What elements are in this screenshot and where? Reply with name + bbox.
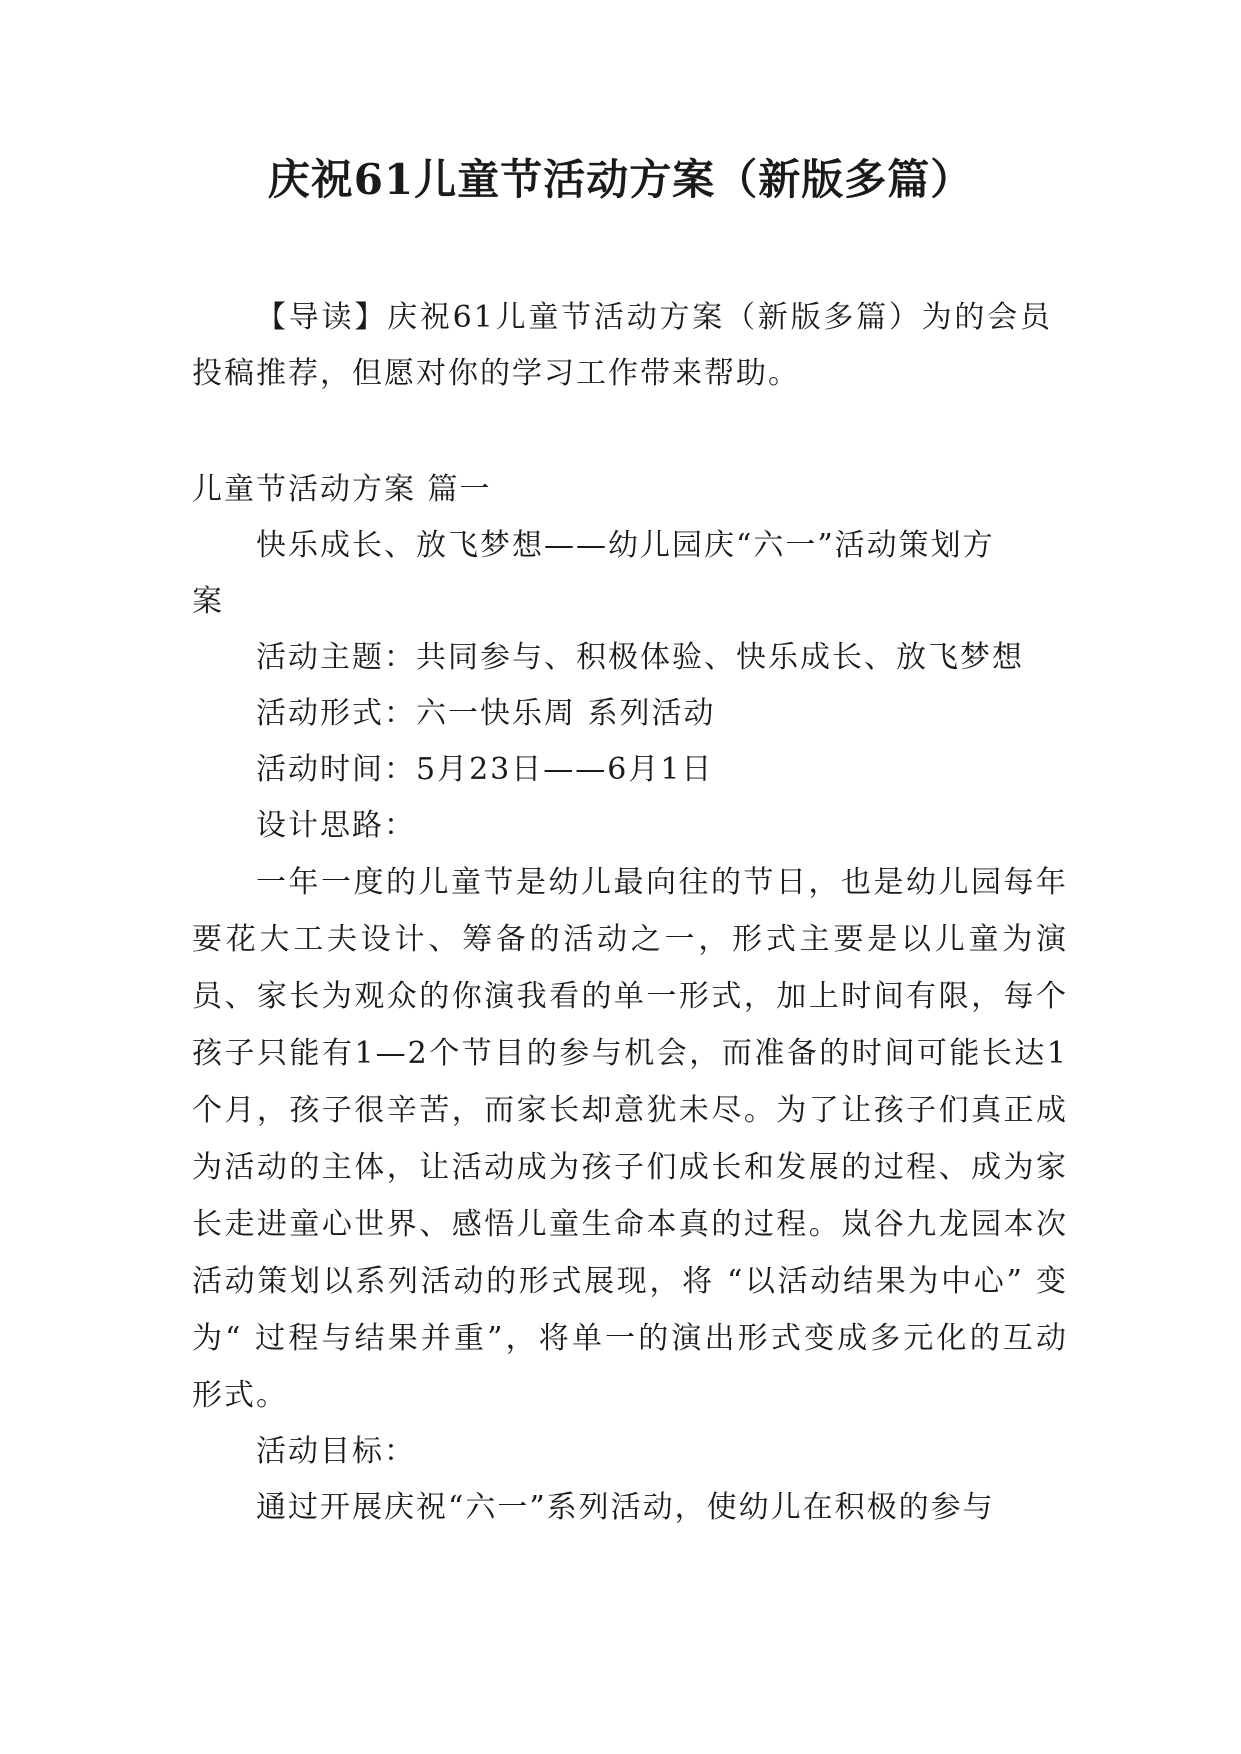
activity-time: 活动时间：5月23日——6月1日 — [256, 752, 714, 787]
activity-theme: 活动主题：共同参与、积极体验、快乐成长、放飞梦想 — [256, 640, 1024, 675]
document-title: 庆祝61儿童节活动方案（新版多篇） — [267, 155, 974, 204]
intro-paragraph: 【导读】庆祝61儿童节活动方案（新版多篇）为的会员投稿推荐，但愿对你的学习工作带来帮助。 — [192, 300, 1052, 391]
goal-line: 通过开展庆祝“六一”系列活动，使幼儿在积极的参与 — [256, 1490, 995, 1525]
activity-subtitle-line-1: 快乐成长、放飞梦想——幼儿园庆“六一”活动策划方 — [256, 528, 995, 563]
design-paragraph: 一年一度的儿童节是幼儿最向往的节日，也是幼儿园每年要花大工夫设计、筹备的活动之一，形式主要是以儿童为演员、家长为观众的你演我看的单一形式，加上时间有限，每个孩子只能有1—2个节目的参与机会，而准备的时间可能长达1个月，孩子很辛苦，而家长却意犹未尽。为了让孩子们真正成为活动的主体，让活动成为孩子们成长和发展的过程、成为家长走进童心世界、感悟儿童生命本真的过程。岚谷九龙园本次活动策划以系列活动的形式展现，将 “以活动结果为中心” 变为“ 过程与结果并重”，将单一的演出形式变成多元化的互动形式。 — [192, 865, 1068, 1413]
activity-subtitle-line-2: 案 — [192, 584, 224, 619]
goal-label: 活动目标： — [256, 1434, 416, 1469]
section-heading: 儿童节活动方案 篇一 — [192, 472, 492, 507]
activity-form: 活动形式：六一快乐周 系列活动 — [256, 696, 716, 731]
design-label: 设计思路： — [256, 808, 416, 843]
